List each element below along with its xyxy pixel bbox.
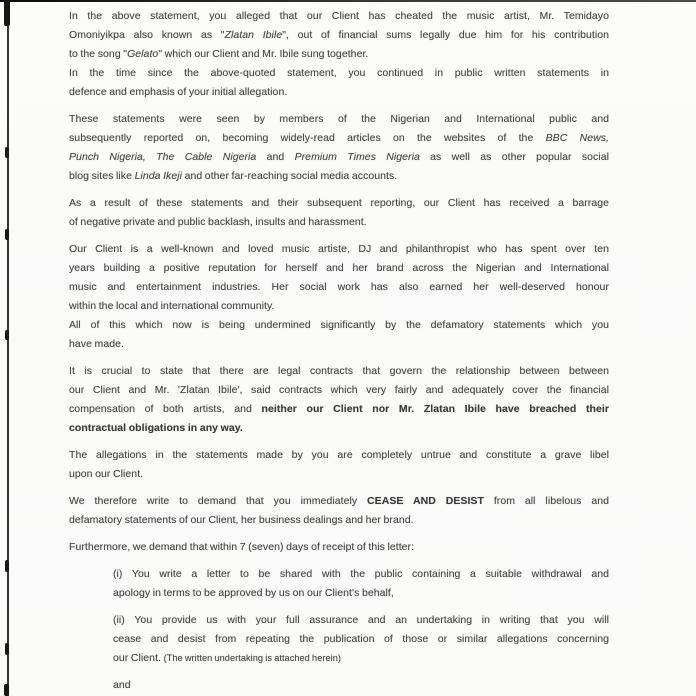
text-line [69,213,609,232]
text-run: The allegations in the statements made by you are completely untrue and constitute a grave libel [69,449,609,461]
text-run: and other far-reaching social media accounts. [182,170,398,182]
text-line [113,584,609,603]
paragraph-cease-and-desist [69,492,609,530]
text-run: We therefore write to demand that you immediately [69,495,368,507]
text-line [69,26,609,45]
text-run: Gelato [127,48,159,60]
scan-top-edge-line [0,0,696,2]
text-line [69,335,609,354]
text-run: neither our Client nor Mr. Zlatan Ibile have breached their [261,403,609,415]
text-run: All of this which now is being undermined significantly by the defamatory statements which you [69,319,609,331]
text-run: years building a positive reputation for herself and her brand across the Nigerian and International [69,262,609,274]
text-run: As a result of these statements and their subsequent reporting, our Client has received a barrage [69,197,609,209]
text-line [69,278,609,297]
text-line [69,240,609,259]
paragraph-contracts [69,362,609,438]
text-run: our Client. [113,652,164,664]
text-line [69,194,609,213]
paragraph-demand-intro [69,538,609,557]
text-run: of negative private and public backlash, insults and harassment. [69,216,367,228]
paragraph-libel [69,446,609,484]
text-run: Premium Times Nigeria [294,151,420,163]
text-run: contractual obligations in any way. [69,422,243,434]
text-run: defamatory statements of our Client, her business dealings and her brand. [69,514,414,526]
text-run: to the song " [69,48,128,60]
paragraph-backlash [69,194,609,232]
list-item-i [113,565,609,603]
text-line [69,362,609,381]
paragraph-press-coverage [69,110,609,186]
text-run: In the above statement, you alleged that our Client has cheated the music artist, Mr. Temidayo [69,10,609,22]
text-run: In the time since the above-quoted statement, you continued in public written statements in [69,67,609,79]
text-line [69,259,609,278]
text-run: and [256,151,295,163]
text-line [69,129,609,148]
text-line [69,148,609,167]
text-run: as well as other popular social [419,151,609,163]
text-run: (The written undertaking is attached herein) [163,653,341,663]
text-run: compensation of both artists, and [69,403,262,415]
text-line [113,565,609,584]
text-run: apology in terms to be approved by us on our Client's behalf, [113,587,394,599]
text-line [113,649,609,668]
text-line [69,83,609,102]
paragraph-client-reputation [69,240,609,354]
text-run: Punch Nigeria, The Cable Nigeria [69,151,257,163]
text-line [69,45,609,64]
text-run: upon our Client. [69,468,144,480]
text-run: blog sites like [69,170,135,182]
text-line [69,167,609,186]
text-run: cease and desist from repeating the publication of those or similar allegations concerning [113,633,609,645]
text-line [69,400,609,419]
scan-left-edge-line [7,0,9,696]
text-run: Omoniyikpa also known as " [69,29,225,41]
list-item-ii [113,611,609,668]
text-line [113,676,609,695]
text-line [69,419,609,438]
scan-mark [5,643,9,655]
conjunction-and [113,676,609,695]
letter-body [69,7,609,696]
text-run: (ii) You provide us with your full assurance and an undertaking in writing that you will [113,614,609,626]
text-run: " which our Client and Mr. Ibile sung together. [158,48,369,60]
text-run: music and entertainment industries. Her social work has also earned her well-deserved honour [69,281,609,293]
text-run: It is crucial to state that there are legal contracts that govern the relationship between between [69,365,609,377]
text-run: Our Client is a well-known and loved music artiste, DJ and philanthropist who has spent over ten [69,243,609,255]
text-run: Zlatan Ibile [224,29,283,41]
text-run: subsequently reported on, becoming widely-read articles on the websites of the [69,132,546,144]
scan-mark [4,0,10,26]
text-line [69,64,609,83]
text-line [69,7,609,26]
text-line [69,511,609,530]
text-run: CEASE AND DESIST [367,495,484,507]
text-line [69,492,609,511]
text-line [69,465,609,484]
text-line [69,381,609,400]
text-line [69,297,609,316]
scan-mark [4,684,9,696]
text-run: Linda Ikeji [134,170,182,182]
text-run: our Client and Mr. 'Zlatan Ibile', said contracts which very fairly and adequately cover the financial [69,384,609,396]
scan-mark [5,147,9,158]
text-run: within the local and international community. [69,300,275,312]
text-run: ", out of financial sums legally due him for his contribution [282,29,610,41]
text-line [69,446,609,465]
text-run: have made. [69,338,124,350]
text-line [113,611,609,630]
text-run: These statements were seen by members of the Nigerian and International public and [69,113,609,125]
text-run: from all libelous and [483,495,609,507]
text-run: Furthermore, we demand that within 7 (seven) days of receipt of this letter: [69,541,415,553]
scan-mark [5,330,9,340]
text-line [69,538,609,557]
scan-mark [5,560,9,572]
paragraph-allegation [69,7,609,102]
text-run: (i) You write a letter to be shared with the public containing a suitable withdrawal and [113,568,609,580]
scan-mark [5,229,9,240]
text-run: BBC News, [545,132,609,144]
text-run: defence and emphasis of your initial allegation. [69,86,288,98]
text-run: and [113,679,131,691]
text-line [69,110,609,129]
text-line [113,630,609,649]
text-line [69,316,609,335]
